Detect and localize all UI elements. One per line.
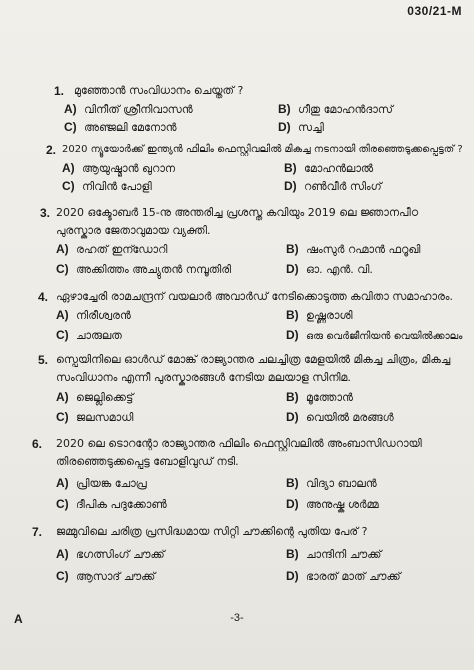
option-label: A) [56,547,69,561]
option-a[interactable] [56,308,131,323]
option-text: ചാരുലത [76,329,122,342]
option-label: C) [56,328,69,342]
option-text: വെയിൽ മരങ്ങൾ [306,411,394,424]
question-text: 2020 ഒക്ടോബർ 15-നു അന്തരിച്ച പ്രശസ്ത കവിയും 2019 ലെ ജ്ഞാനപീഠ പുരസ്കാര ജേതാവുമായ വ്യക്തി. [56,206,419,237]
question-number: 7. [31,525,42,539]
option-a[interactable] [56,547,165,562]
question-text: മുഞ്ഞോൻ സംവിധാനം ചെയ്തത് ? [74,84,244,97]
option-c[interactable] [56,328,122,343]
question-text: ഏഴാച്ചേരി രാമചന്ദ്രന് വയലാർ അവാർഡ് നേടിക്കൊടുത്ത കവിതാ സമാഹാരം. [56,290,454,303]
option-label: D) [286,497,299,511]
option-label: D) [286,262,299,276]
option-b[interactable] [286,547,381,562]
option-text: റൺവീർ സിംഗ് [304,180,382,193]
option-c[interactable] [56,262,231,277]
question-number: 5. [37,353,48,367]
series-letter: A [14,612,23,626]
option-a[interactable] [56,476,147,491]
option-d[interactable] [286,262,373,277]
option-label: D) [286,410,299,424]
option-label: C) [56,410,69,424]
option-text: അക്കിത്തം അച്യുതൻ നമ്പൂതിരി [76,263,232,276]
option-text: ഓ. എൻ. വി. [306,263,373,276]
option-text: പ്രിയങ്ക ചോപ്ര [76,477,147,490]
option-label: B) [278,102,291,116]
option-d[interactable] [286,569,401,584]
option-text: ഗീതു മോഹൻദാസ് [298,103,393,116]
option-text: ആയുഷ്മാൻ ഖുറാന [82,162,176,175]
option-label: B) [284,161,297,175]
option-c[interactable] [56,410,133,425]
option-text: ഭാരത് മാത് ചൗക്ക് [306,570,401,583]
option-text: രഹത് ഇന്ഡോറി [76,243,168,256]
option-b[interactable] [286,390,353,405]
option-b[interactable] [286,476,377,491]
question-number: 4. [37,290,48,304]
option-text: ജെല്ലിക്കെട്ട് [76,391,134,404]
option-text: ആസാദ് ചൗക്ക് [76,570,156,583]
option-text: അനുഷ്ക ശർമ്മ [306,498,379,511]
question-text: 2020 ന്യൂയോർക്ക് ഇന്ത്യൻ ഫിലിം ഫെസ്റ്റിവലിൽ മികച്ച നടനായി തിരഞ്ഞെടുക്കപ്പെട്ടത് ? [62,144,463,155]
question-text: 2020 ലെ ടൊറന്റോ രാജ്യാന്തര ഫിലിം ഫെസ്റ്റിവലിൽ അംബാസിഡറായി തിരഞ്ഞെടുക്കപ്പെട്ട ബോളിവുഡ് നടി. [56,437,422,468]
question-text: ജമ്മുവിലെ ചരിത്ര പ്രസിദ്ധമായ സിറ്റി ചൗക്കിന്റെ പുതിയ പേര് ? [56,525,368,538]
question-number: 2. [45,143,56,157]
option-text: വിദ്യാ ബാലൻ [306,477,377,490]
option-label: D) [286,569,299,583]
option-label: A) [64,102,77,116]
question-text: സ്പെയിനിലെ ഓൾഡ് മോങ്ക് രാജ്യാന്തര ചലച്ചിത്ര മേളയിൽ മികച്ച ചിത്രം, മികച്ച സംവിധാനം എന്നീ പുരസ്കാരങ്ങൾ നേടിയ മലയാള സിനിമ. [56,353,451,384]
option-c[interactable] [56,497,167,512]
question-number: 1. [53,84,64,98]
option-a[interactable] [56,242,167,257]
option-d[interactable] [286,410,394,425]
option-c[interactable] [62,179,152,194]
page-number: -3- [230,612,244,624]
option-label: A) [56,242,69,256]
question-number: 3. [39,206,50,220]
option-a[interactable] [56,390,133,405]
option-text: ഉഷ്ണരാശി [306,309,353,322]
option-text: മോഹൻലാൽ [304,162,374,175]
option-label: A) [62,161,75,175]
option-text: ഒരു വെർജീനിയൻ വെയിൽക്കാലം [306,331,463,342]
option-text: അഞ്ജലി മേനോൻ [84,121,177,134]
option-label: A) [56,476,69,490]
option-b[interactable] [286,308,353,323]
option-label: C) [56,569,69,583]
option-label: A) [56,308,69,322]
option-c[interactable] [56,569,155,584]
option-a[interactable] [64,102,193,117]
option-label: C) [64,120,77,134]
option-label: B) [286,476,299,490]
option-label: D) [286,328,299,342]
option-d[interactable] [286,328,462,342]
option-text: നിരീശ്വരൻ [76,309,131,322]
option-label: B) [286,547,299,561]
option-d[interactable] [278,120,324,135]
option-label: B) [286,308,299,322]
option-b[interactable] [286,242,420,257]
option-text: മൂത്തോൻ [306,391,353,404]
option-label: D) [278,120,291,134]
option-text: ജലസമാധി [76,411,134,424]
option-label: D) [284,179,297,193]
paper-code: 030/21-M [407,4,462,18]
option-label: A) [56,390,69,404]
option-text: സച്ചി [298,121,324,134]
option-label: C) [56,497,69,511]
option-label: B) [286,242,299,256]
option-label: B) [286,390,299,404]
option-label: C) [56,262,69,276]
option-c[interactable] [64,120,177,135]
option-a[interactable] [62,161,175,176]
option-text: ചാന്ദിനി ചൗക്ക് [306,548,382,561]
option-d[interactable] [284,179,382,194]
option-label: C) [62,179,75,193]
option-b[interactable] [278,102,393,117]
option-text: ഷംസുർ റഹ്മാൻ ഫറൂഖി [306,243,421,256]
option-text: വിനീത് ശ്രീനിവാസൻ [84,103,193,116]
option-b[interactable] [284,161,373,176]
option-text: ഭഗത്സിംഗ് ചൗക്ക് [76,548,165,561]
option-d[interactable] [286,497,379,512]
question-number: 6. [31,437,42,451]
option-text: നിവിൻ പോളി [82,180,152,193]
option-text: ദീപിക പദുക്കോൺ [76,498,167,511]
